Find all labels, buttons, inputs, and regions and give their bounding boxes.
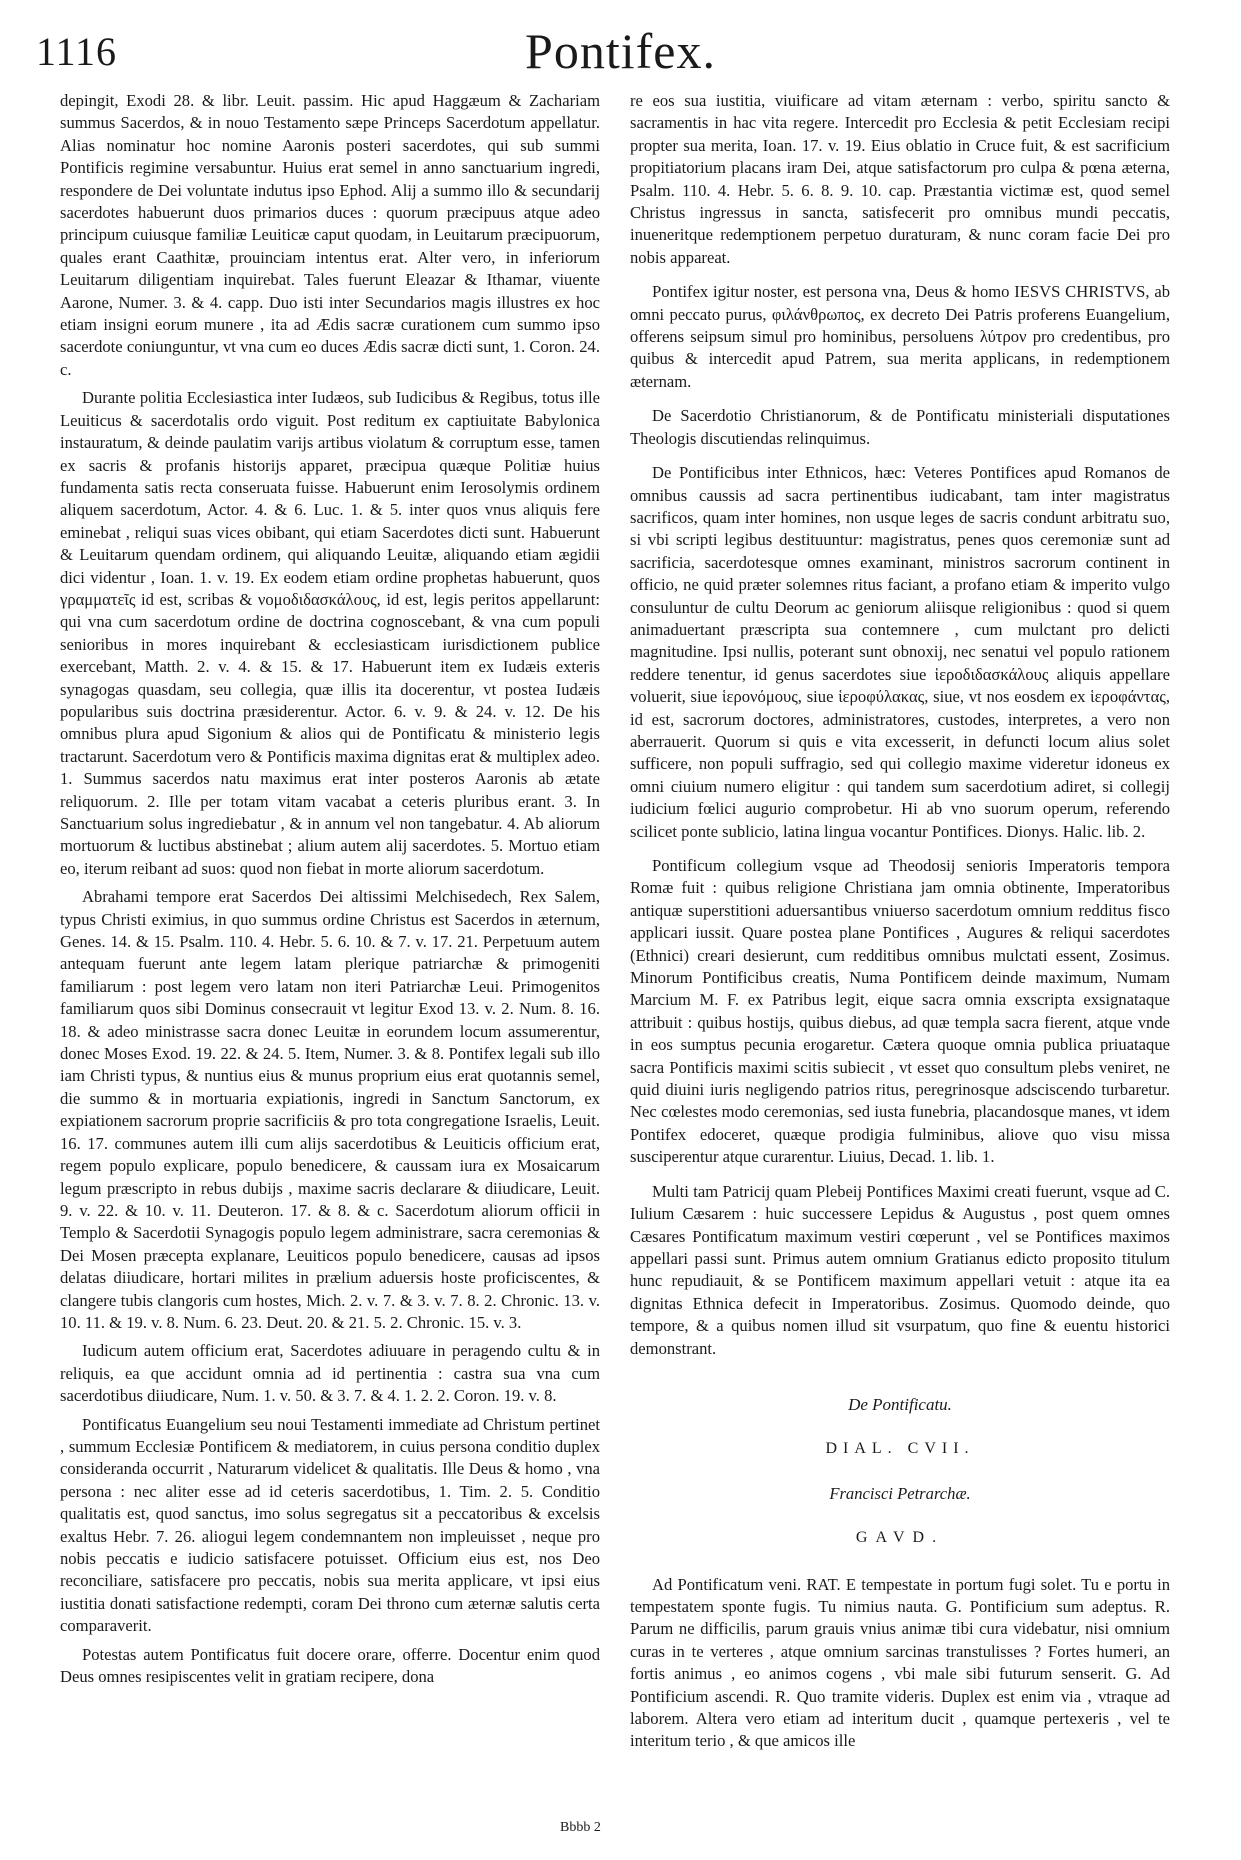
right-column	[630, 90, 1170, 1753]
right-paragraph-1: re eos sua iustitia, viuificare ad vitam æternam : verbo, spiritu sancto & sacramentis in hac vita regere. Intercedit pro Ecclesia & petit Ecclesiam recipi propter sua merita, Ioan. 17. v. 19. Eius oblatio in Cruce fuit, & est sacrificium propitiatorium placans iram Dei, atque satisfactorum pro culpa & pœna æterna, Psalm. 110. 4. Hebr. 5. 6. 8. 9. 10. cap. Præstantia victimæ est, quod semel Christus ingressus in sancta, satisfecerit pro omnibus mundi peccatis, inueneritque redemptionem perpetuo duraturam, & nunc coram facie Dei pro nobis appareat.	[630, 91, 1170, 267]
left-paragraph-3: Abrahami tempore erat Sacerdos Dei altissimi Melchisedech, Rex Salem, typus Christi eximius, in quo summus ordine Christus est Sacerdos in æternum, Genes. 14. & 15. Psalm. 110. 4. Hebr. 5. 6. 10. & 7. v. 17. 21. Perpetuum autem antequam fuerunt ante legem latam plerique patriarchæ & primogeniti familiarum : post legem vero latam non iteri Patriarchæ Leui. Primogenitos familiarum quos sibi Dominus consecrauit vt legitur Exod 13. v. 2. Num. 8. 16. 18. & adeo ministrasse sacra donec Leuitæ in eorundem locum assumerentur, donec Moses Exod. 19. 22. & 24. 5. Item, Numer. 3. & 8. Pontifex legali sub illo iam Christi typus, & nuntius eius & munus proprium eius erat quotannis semel, die summo & in mortuaria expiationis, ingredi in Sanctum Sanctorum, ex expiationem sacrorum proprie sacrificiis & pro tota congregatione Israelis, Leuit. 16. 17. communes autem illi cum alijs sacerdotibus & Leuiticis officium erat, regem populo explicare, populo benedicere, & caussam iura ex Mosaicarum legum præscripto in rebus dubijs , maxime sacris declarare & diiudicare, Leuit. 9. v. 22. & 10. v. 11. Deuteron. 17. & 8. & c. Sacerdotum aliorum officii in Templo & Sacerdotii Synagogis populo legem administrare, sacra ceremonias & Dei Mosen præcepta explanare, Leuiticos populo benedicere, causas ad ipsos delatas diiudicare, hortari milites in prælium aduersis hoste proficiscentes, & clangere tubis clangoris cum hostes, Mich. 2. v. 7. & 3. v. 7. 8. 2. Chronic. 13. v. 10. 11. & 19. v. 8. Num. 6. 23. Deut. 20. & 21. 5. 2. Chronic. 15. v. 3.	[60, 887, 600, 1332]
left-paragraph-5: Pontificatus Euangelium seu noui Testamenti immediate ad Christum pertinet , summum Ecclesiæ Pontificem & mediatorem, in cuius persona conditio duplex consideranda occurrit , Naturarum videlicet & qualitatis. Ille Deus & homo , vna persona : nec aliter esse ad id ceteris sacerdotibus, 1. Tim. 2. 5. Conditio qualitatis est, quod sanctus, imo solus segregatus sit a peccatoribus & excelsis exaltus Hebr. 7. 26. aliogui legem condemnantem non impleuisset , neque pro nobis peccatis e iudicio satisfacere potuisset. Officium eius est, nos Deo reconciliare, satisfacere pro peccatis, nobis sua merita applicare, vt ipsi eius iustitia donati satisfactione redempti, coram Dei throno cum æternæ salutis certa comparaverit.	[60, 1414, 600, 1636]
dialogue-speaker: GAVD.	[855, 1529, 945, 1547]
left-column	[60, 90, 600, 1688]
right-paragraph-6: Multi tam Patricij quam Plebeij Pontifices Maximi creati fuerunt, vsque ad C. Iulium Cæsarem : huic successere Lepidus & Augustus , post quem omnes Cæsares Pontificatum maximum vestiri cœperunt , vel se Pontifices maximos appellari passi sunt. Primus autem omnium Gratianus edicto proposito titulum hunc repudiauit, & se Pontificem maximum appellari vetuit : atque ita ea dignitas Ethnica defecit in Imperatoribus. Zosimus. Quomodo deinde, quo tempore, & a quibus nomen illud sit vsurpatum, quo fine & euentu historici demonstrant.	[630, 1181, 1170, 1358]
dialogue-number: DIAL. CVII.	[825, 1440, 975, 1458]
left-paragraph-6: Potestas autem Pontificatus fuit docere orare, offerre. Docentur enim quod Deus omnes resipiscentes velit in gratiam recipere, dona	[60, 1644, 600, 1687]
running-head-title: Pontifex.	[525, 23, 716, 79]
page-number: 1116	[36, 29, 118, 74]
right-paragraph-2: Pontifex igitur noster, est persona vna, Deus & homo IESVS CHRISTVS, ab omni peccato purus, φιλάνθρωπος, ex decreto Dei Patris proferens Euangelium, offerens seipsum simul pro hominibus, persoluens λύτρον pro credentibus, pro quibus & intercedit apud Patrem, sua merita applicans, in redemptionem æternam.	[630, 282, 1170, 391]
right-paragraph-4: De Pontificibus inter Ethnicos, hæc: Veteres Pontifices apud Romanos de omnibus caussis ad sacra pertinentibus iudicabant, tam inter magistratus sacrificos, quam inter homines, non usque leges de sacris condunt arbitratu suo, si vbi scripti legibus destituuntur: magistratus, penes quos ceremoniæ sunt ad sacrificia, sacerdotesque omnes examinant, ministros sacrorum continent in officio, ne quid præter solemnes ritus faciant, a profano etiam & imperito vulgo consuluntur de cultu Deorum ac geniorum aliisque religionibus : quod si quem animaduertant præscripta sua contemnere , cum mulctant pro delicti magnitudine. Ipsi nullis, poterant sunt obnoxij, nec senatui vel populo rationem reddere tenentur, id genus sacerdotes siue ἱεροδιδασκάλους aliquis appellare voluerit, siue ἱερονόμους, siue ἱεροφύλακας, siue, vt nos eosdem ex ἱεροφάντας, id est, sacrorum doctores, administratores, custodes, interpretes, a vero non aberrauerit. Quorum si quis e vita excesserit, in defuncti locum alius solet sufficere, non populi suffragio, sed qui collegio maxime videretur idoneus ex omni ciuium numero eligitur : qui tandem sum sacerdotium adiret, si collegij iudicium fœlici augurio comprobetur. Hi ab vno suorum operum, referendo scilicet ponte sublicio, latina lingua vocantur Pontifices. Dionys. Halic. lib. 2.	[630, 463, 1170, 841]
left-paragraph-4: Iudicum autem officium erat, Sacerdotes adiuuare in peragendo cultu & in reliquis, ea que accidunt omnia ad id pertinentia : castra sua vna cum sacerdotibus diiudicare, Num. 1. v. 50. & 3. 7. & 4. 1. 2. 2. Coron. 19. v. 8.	[60, 1341, 600, 1406]
dialogue-text: Ad Pontificatum veni. RAT. E tempestate in portum fugi solet. Tu e portu in tempestatem sponte fugis. Tu nimius nauta. G. Pontificium sum adeptus. R. Parum ne difficilis, parum grauis vnius animæ tibi cura videbatur, nisi omnium curas in te verteres , atque omnium sarcinas transtulisses ? Fortes humeri, an fortis animus , eo animos cogens , vbi male sibi futurum senserit. G. Ad Pontificium ascendi. R. Quo tramite videris. Duplex est enim via , vtraque ad laborem. Altera vero etiam ad interitum ducit , quamque pertexeris , vel te interitum terio , & que amicos ille	[630, 1574, 1170, 1751]
right-paragraph-5: Pontificum collegium vsque ad Theodosij senioris Imperatoris tempora Romæ fuit : quibus religione Christiana jam omnia obtinente, Imperatoribus antiquæ superstitioni aduersantibus vniuerso sacerdotum omnium redditus fisco applicari iussit. Quare postea plane Pontifices , Augures & reliqui sacerdotes (Ethnici) creari desierunt, cum redditibus omnibus mulctati essent, Zosimus. Minorum Pontificibus creatis, Numa Pontificem deinde maximum, Numam Marcium M. F. ex Patribus legit, eique sacra omnia exscripta exsignataque attribuit : quibus hostijs, quibus diebus, ad quæ templa sacra fierent, atque vnde in eos sumptus pecunia erogaretur. Cætera quoque omnia publica priuataque sacra Pontificis maximi scitis subiecit , vt esset quo consultum plebs veniret, ne quid diuini iuris negligendo patrios ritus, peregrinosque adsciscendo turbaretur. Nec cœlestes modo ceremonias, sed iusta funebria, placandosque manes, vt idem Pontifex edoceret, quæque prodigia fulminibus, aliove quo visu missa susciperentur atque curarentur. Liuius, Decad. 1. lib. 1.	[630, 856, 1170, 1167]
left-paragraph-1: depingit, Exodi 28. & libr. Leuit. passim. Hic apud Haggæum & Zachariam summus Sacerdos, & in nouo Testamento sæpe Princeps Sacerdotum appellatur. Alias nominatur hoc nomine Aaronis posteri sacerdotes, qui sub summi Pontificis regimine versabuntur. Huius erat semel in anno sanctuarium ingredi, respondere de Dei voluntate indutus ipso Ephod. Alij a summo illo & secundarij sacerdotes habuerunt duos primarios duces : quorum præcipuus atque adeo principum cuiusque familiæ Leuiticæ caput quodam, in Leuitarum præcipuorum, quales erant Caathitæ, prouinciam intentus erat. Alter vero, in inferiorum Leuitarum diligentiam inquirebat. Tales fuerunt Eleazar & Ithamar, viuente Aarone, Numer. 3. & 4. capp. Duo isti inter Secundarios magis illustres ex hoc etiam insigni eorum munere , ita ad Ædis sacræ curationem cum summo ipso sacerdote coniunguntur, vt vna cum eo duces Ædis sacræ dicti sunt, 1. Coron. 24. c.	[60, 91, 600, 379]
signature-mark: Bbbb 2	[560, 1820, 601, 1835]
right-paragraph-3: De Sacerdotio Christianorum, & de Pontificatu ministeriali disputationes Theologis discutiendas relinquimus.	[630, 406, 1170, 448]
left-paragraph-2: Durante politia Ecclesiastica inter Iudæos, sub Iudicibus & Regibus, totus ille Leuiticus & sacerdotalis ordo viguit. Post reditum ex captiuitate Babylonica instauratum, & deinde paulatim varijs artibus violatum & corruptum esse, tamen ex sacris & profanis historijs apparet, præcipua quæque Politiæ huius fundamenta satis recta conseruata fuisse. Habuerunt enim Ierosolymis ordinem aliquem sacerdotum, Actor. 4. & 6. Luc. 1. & 5. inter quos vnus aliquis fere eminebat , reliqui suas vices obibant, qui etiam Sacerdotes dicti sunt. Habuerunt & Leuitarum quendam ordinem, qui aliquando Leuitæ, aliquando etiam ægidii dici videntur , Ioan. 1. v. 19. Ex eodem etiam ordine prophetas habuerunt, quos γραμματεῖς id est, scribas & νομοδιδασκάλους, id est, legis peritos appellarunt: qui vna cum sacerdotum ordine de doctrina cognoscebant, & vna cum populi senioribus in mores inquirebant & ecclesiasticam iurisdictionem publice exercebant, Matth. 2. v. 4. & 15. & 17. Habuerunt item ex Iudæis exteris synagogas quasdam, seu collegia, quæ illis ita docerentur, vt postea Iudæis popularibus suis doctrina præsiderentur. Actor. 6. v. 9. & 24. v. 12. De his omnibus plura apud Sigonium & alios qui de Pontificatu & ministerio legis tractarunt. Sacerdotum vero & Pontificis maxima dignitas erat & multiplex adeo. 1. Summus sacerdos natu maximus erat inter posteros Aaronis ab ætate reliquorum. 2. Ille per totam vitam vacabat a ceteris pluribus erant. 3. In Sanctuarium solus ingrediebatur , & in annum vel non tangebatur. 4. Ab aliorum mortuorum & luctibus abstinebat ; alium autem alij sacerdotes. 5. Mortuo etiam eo, iterum reibant ad suos: quod non fiebat in morte aliorum sacerdotum.	[60, 388, 600, 878]
dialogue-author: Francisci Petrarchæ.	[829, 1483, 971, 1503]
dialogue-heading: De Pontificatu.	[848, 1394, 952, 1414]
